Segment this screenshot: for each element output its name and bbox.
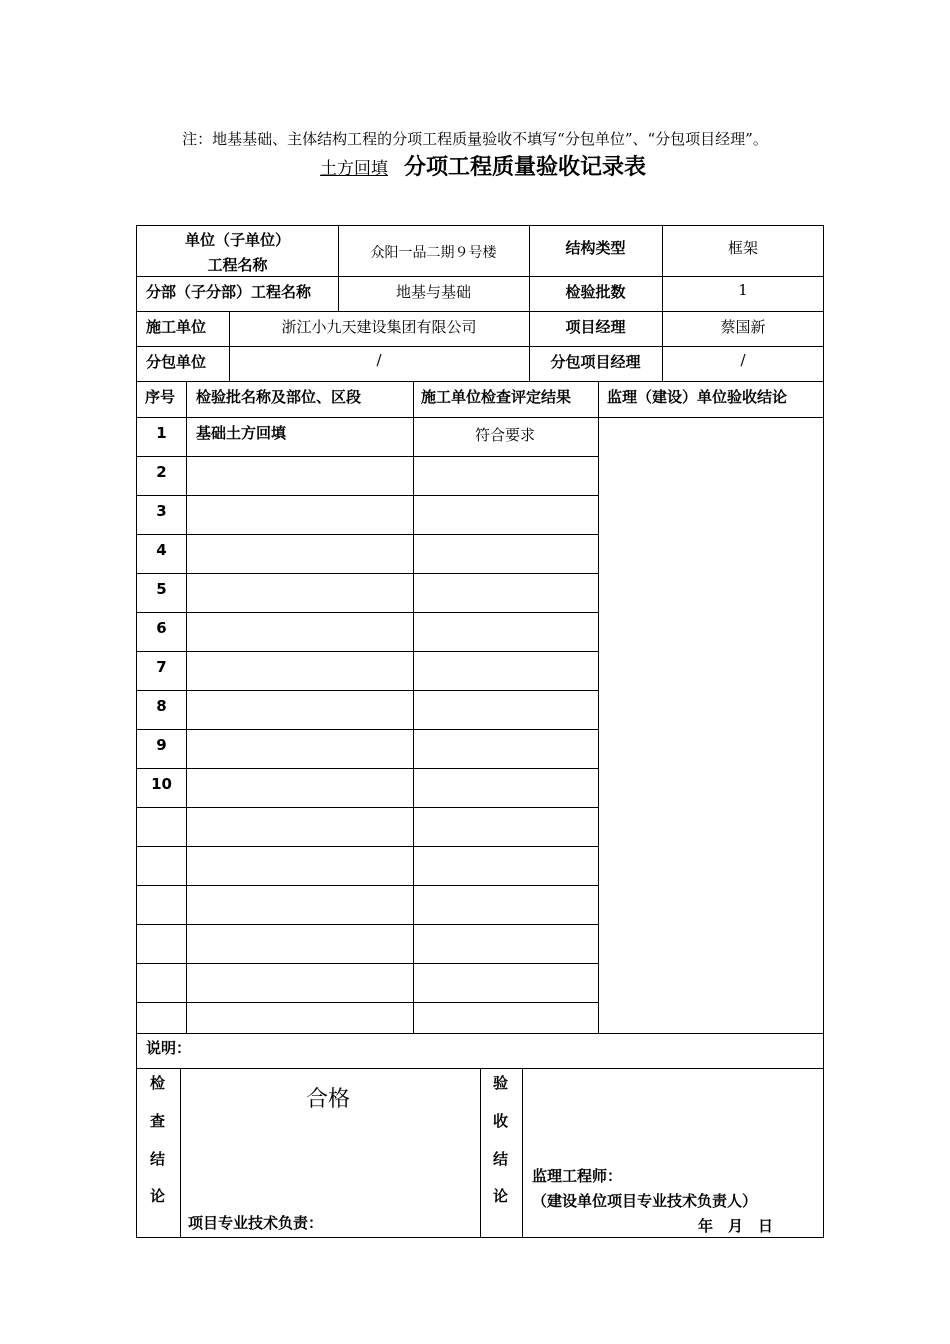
contractor-label: 施工单位	[146, 318, 207, 336]
rule	[522, 1068, 523, 1237]
col-header-result: 施工单位检查评定结果	[421, 388, 572, 406]
batch-count-label: 检验批数	[565, 283, 626, 301]
rule	[137, 573, 598, 574]
form-note: 注：地基基础、主体结构工程的分项工程质量验收不填写“分包单位”、“分包项目经理”。	[182, 130, 768, 148]
accept-label-char: 论	[493, 1187, 509, 1205]
rule	[137, 381, 823, 382]
title-subject: 土方回填	[319, 159, 388, 179]
col-header-no: 序号	[145, 388, 176, 406]
sub-pm-label: 分包项目经理	[550, 353, 641, 371]
rule	[137, 276, 823, 277]
row-result: 符合要求	[474, 426, 535, 444]
form-title	[0, 150, 950, 181]
sub-value: /	[376, 351, 382, 369]
row-no: 4	[156, 541, 167, 559]
check-signer: 项目专业技术负责：	[188, 1214, 324, 1232]
check-label-char: 论	[150, 1187, 166, 1205]
rule	[137, 768, 598, 769]
row-no: 8	[156, 697, 167, 715]
row-name: 基础土方回填	[196, 424, 287, 442]
row-no: 6	[156, 619, 167, 637]
rule	[137, 534, 598, 535]
rule	[137, 495, 598, 496]
accept-owner: （建设单位项目专业技术负责人）	[532, 1192, 758, 1210]
remark-label: 说明：	[146, 1039, 192, 1057]
unit-label-line1: 单位（子单位）	[184, 231, 290, 249]
row-no: 3	[156, 502, 167, 520]
accept-engineer: 监理工程师：	[532, 1167, 623, 1185]
row-no: 5	[156, 580, 167, 598]
rule	[137, 417, 823, 418]
rule	[598, 381, 599, 1033]
rule	[137, 885, 598, 886]
row-no: 10	[151, 775, 172, 793]
structure-value: 框架	[727, 239, 758, 257]
row-no: 2	[156, 463, 167, 481]
accept-label-char: 结	[493, 1150, 509, 1168]
accept-label-char: 验	[493, 1074, 509, 1092]
rule	[413, 381, 414, 1033]
rule	[137, 612, 598, 613]
col-header-name: 检验批名称及部位、区段	[196, 388, 362, 406]
col-header-conclusion: 监理（建设）单位验收结论	[607, 388, 788, 406]
accept-label-char: 收	[493, 1112, 509, 1130]
sub-pm-value: /	[740, 351, 746, 369]
pm-value: 蔡国新	[720, 318, 766, 336]
row-no: 1	[156, 424, 167, 442]
rule	[137, 963, 598, 964]
acceptance-form	[136, 225, 824, 1238]
batch-count-value: 1	[738, 281, 748, 299]
rule	[137, 807, 598, 808]
check-label-char: 检	[150, 1074, 166, 1092]
check-label-char: 查	[150, 1112, 166, 1130]
rule	[137, 311, 823, 312]
rule	[137, 846, 598, 847]
rule	[137, 346, 823, 347]
unit-value: 众阳一品二期９号楼	[370, 245, 497, 261]
accept-date: 年 月 日	[698, 1217, 774, 1235]
row-no: 7	[156, 658, 167, 676]
rule	[137, 1033, 823, 1034]
contractor-value: 浙江小九天建设集团有限公司	[281, 318, 477, 336]
check-label-char: 结	[150, 1150, 166, 1168]
sub-label: 分包单位	[146, 353, 207, 371]
division-value: 地基与基础	[395, 283, 471, 301]
rule	[137, 729, 598, 730]
unit-label-line2: 工程名称	[207, 256, 268, 274]
rule	[180, 1068, 181, 1237]
rule	[137, 924, 598, 925]
check-value: 合格	[306, 1087, 351, 1112]
rule	[137, 651, 598, 652]
rule	[480, 1068, 481, 1237]
row-no: 9	[156, 736, 167, 754]
rule	[137, 456, 598, 457]
rule	[137, 690, 598, 691]
rule	[137, 1002, 598, 1003]
division-label: 分部（子分部）工程名称	[146, 283, 312, 301]
pm-label: 项目经理	[565, 318, 626, 336]
structure-label: 结构类型	[565, 239, 626, 257]
title-main: 分项工程质量验收记录表	[403, 155, 646, 180]
rule	[186, 381, 187, 1033]
